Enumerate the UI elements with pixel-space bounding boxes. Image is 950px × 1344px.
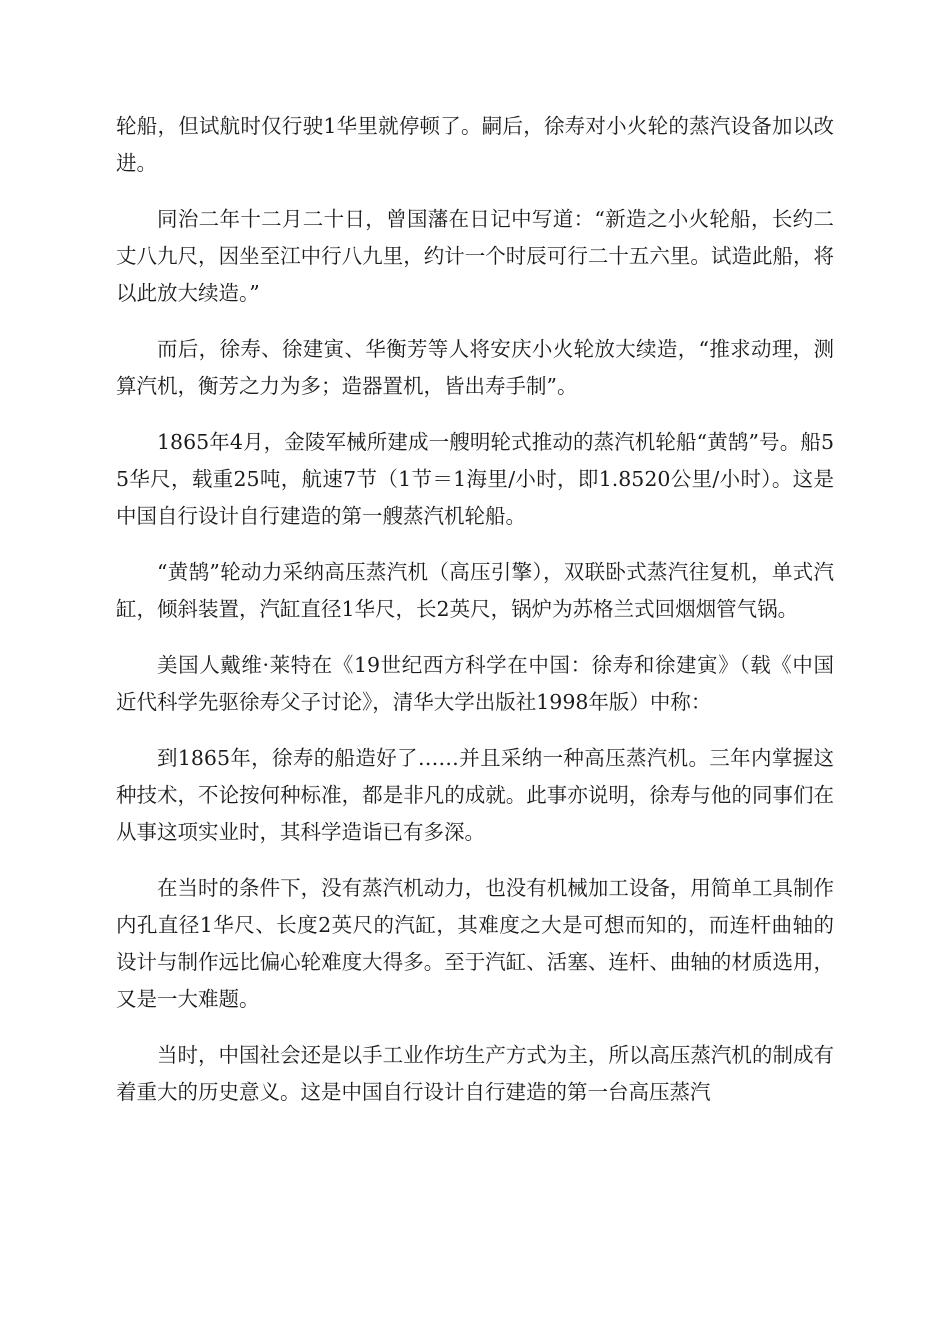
paragraph-3: 而后，徐寿、徐建寅、华衡芳等人将安庆小火轮放大续造，“推求动理，测算汽机，衡芳之力为多；造器置机，皆出寿手制”。 [116,337,834,398]
paragraph-6: 美国人戴维·莱特在《19世纪西方科学在中国：徐寿和徐建寅》（载《中国近代科学先驱徐寿父子讨论》，清华大学出版社1998年版）中称： [116,653,834,714]
paragraph-9: 当时，中国社会还是以手工业作坊生产方式为主，所以高压蒸汽机的制成有着重大的历史意义。这是中国自行设计自行建造的第一台高压蒸汽 [116,1043,834,1104]
paragraph-1: 轮船，但试航时仅行驶1华里就停顿了。嗣后，徐寿对小火轮的蒸汽设备加以改进。 [116,114,834,175]
paragraph-8: 在当时的条件下，没有蒸汽机动力，也没有机械加工设备，用简单工具制作内孔直径1华尺、长度2英尺的汽缸，其难度之大是可想而知的，而连杆曲轴的设计与制作远比偏心轮难度大得多。至于汽缸、活塞、连杆、曲轴的材质选用，又是一大难题。 [116,876,834,1011]
document-body [116,108,834,1130]
paragraph-4: 1865年4月，金陵军械所建成一艘明轮式推动的蒸汽机轮船“黄鹄”号。船55华尺，载重25吨，航速7节（1节＝1海里/小时，即1.8520公里/小时）。这是中国自行设计自行建造的第一艘蒸汽机轮船。 [116,430,834,528]
paragraph-7-quote: 到1865年，徐寿的船造好了……并且采纳一种高压蒸汽机。三年内掌握这种技术，不论按何种标准，都是非凡的成就。此事亦说明，徐寿与他的同事们在从事这项实业时，其科学造诣已有多深。 [116,746,834,844]
paragraph-5: “黄鹄”轮动力采纳高压蒸汽机（高压引擎），双联卧式蒸汽往复机，单式汽缸，倾斜装置，汽缸直径1华尺，长2英尺，锅炉为苏格兰式回烟烟管气锅。 [116,560,834,621]
paragraph-2: 同治二年十二月二十日，曾国藩在日记中写道：“新造之小火轮船，长约二丈八九尺，因坐至江中行八九里，约计一个时辰可行二十五六里。试造此船，将以此放大续造。” [116,207,834,305]
